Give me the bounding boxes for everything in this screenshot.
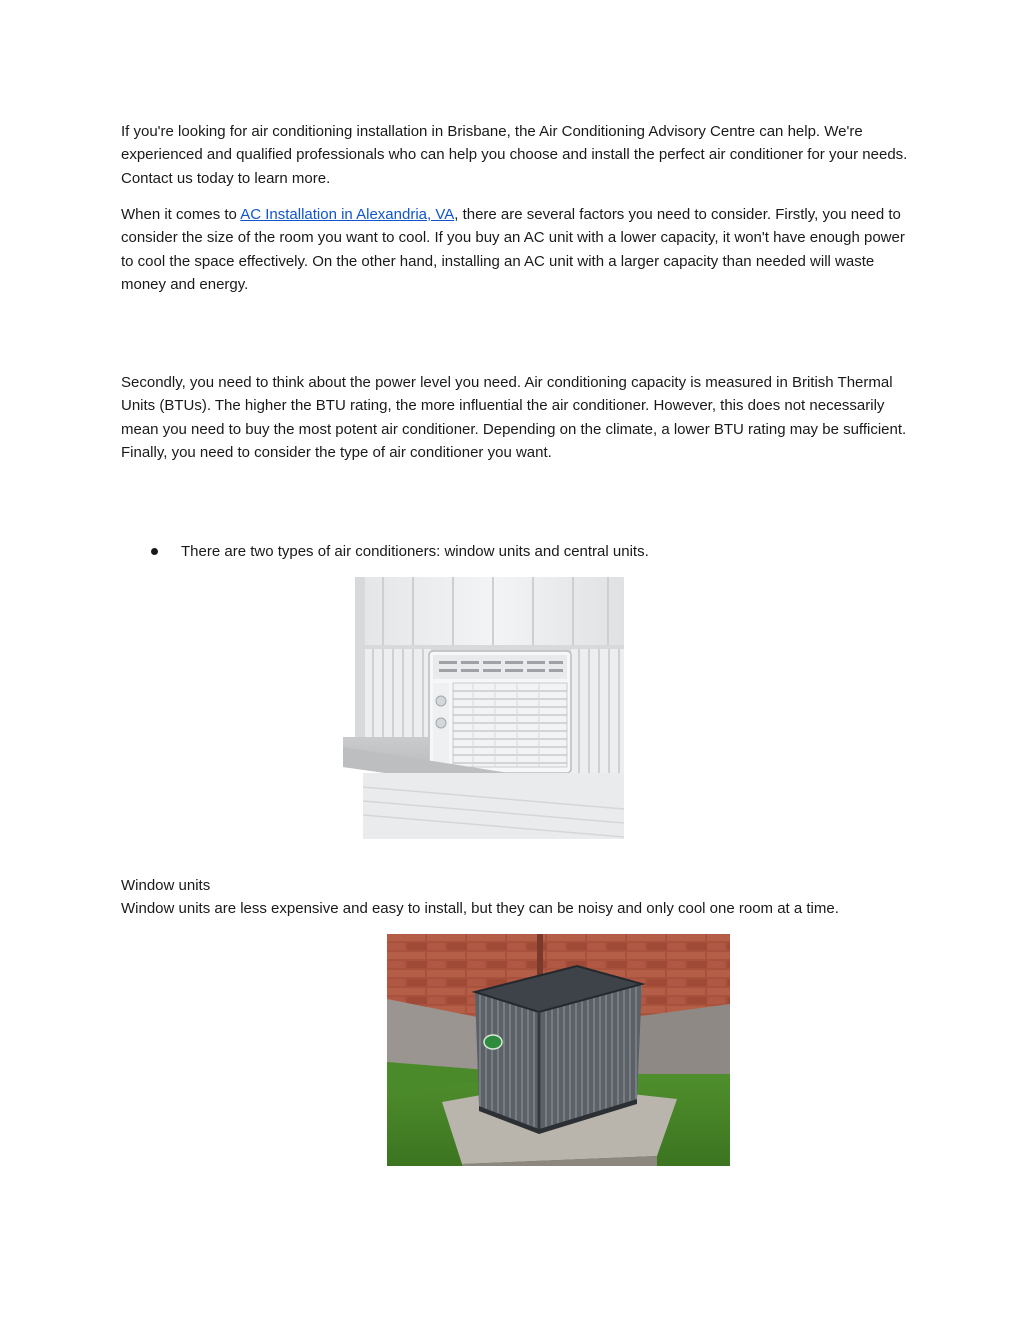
window-ac-image [343, 577, 624, 839]
btu-paragraph: Secondly, you need to think about the power level you need. Air conditioning capacity is measured in British Thermal Units (BTUs). The higher the BTU rating, the more influential the air conditioner. However, this does not necessarily mean you need to buy the most potent air conditioner. Depending on the climate, a lower BTU rating may be sufficient. Finally, you need to consider the type of air conditioner you want. [121, 374, 907, 461]
window-units-description: Window units are less expensive and easy to install, but they can be noisy and only cool one room at a time. [121, 900, 839, 917]
factors-paragraph [121, 203, 911, 296]
factors-text-before-link: When it comes to [121, 206, 241, 223]
intro-paragraph: If you're looking for air conditioning installation in Brisbane, the Air Conditioning Advisory Centre can help. We're experienced and qualified professionals who can help you choose and install the perfect air conditioner for your needs. Contact us today to learn more. [121, 123, 908, 187]
ac-installation-link[interactable]: AC Installation in Alexandria, VA [240, 206, 455, 223]
list-item-text: There are two types of air conditioners: window units and central units. [181, 543, 649, 560]
factors-text-after-link: , there are several factors you need to consider. Firstly, you need to consider the size of the room you want to cool. If you buy an AC unit with a lower capacity, it won't have enough power to cool the space effectively. On the other hand, installing an AC unit with a larger capacity than needed will waste money and energy. [121, 206, 905, 293]
central-ac-image [387, 934, 730, 1166]
bullet-icon [151, 548, 158, 555]
window-units-heading: Window units [121, 877, 211, 894]
